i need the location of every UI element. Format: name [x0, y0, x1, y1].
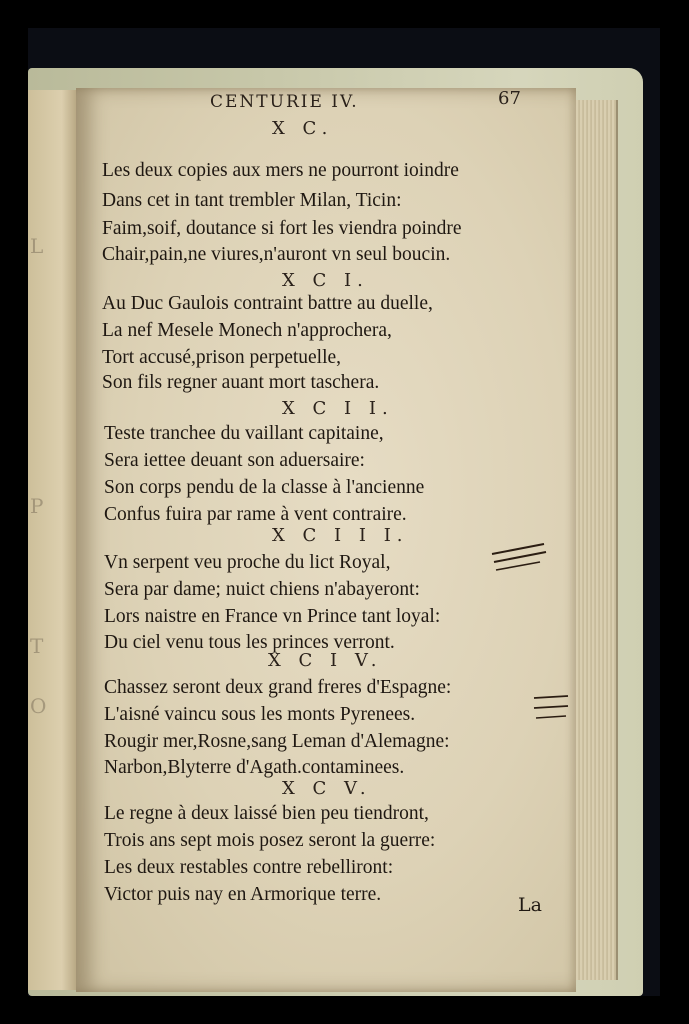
verse-line: Trois ans sept mois posez seront la guerre: [104, 830, 436, 851]
verse-line: Sera iettee deuant son aduersaire: [104, 450, 365, 471]
facing-page-edge: L P T O [28, 90, 78, 990]
quatrain-number: X C V. [282, 778, 372, 799]
running-head: CENTURIE IV. [210, 92, 359, 112]
verse-line: Faim,soif, doutance si fort les viendra poindre [102, 218, 462, 239]
verse-line: Le regne à deux laissé bien peu tiendront, [104, 803, 429, 824]
verse-line: Son fils regner auant mort taschera. [102, 372, 380, 393]
page-number: 67 [498, 88, 521, 109]
verse-line: Dans cet in tant trembler Milan, Ticin: [102, 190, 402, 211]
verse-line: Rougir mer,Rosne,sang Leman d'Alemagne: [104, 731, 450, 752]
marginal-pen-mark [490, 540, 550, 580]
verse-line: Son corps pendu de la classe à l'ancienne [104, 477, 425, 498]
quatrain-number: X C I I I. [272, 525, 409, 546]
quatrain-number: X C. [272, 118, 334, 139]
verse-line: Confus fuira par rame à vent contraire. [104, 504, 407, 525]
verse-line: Teste tranchee du vaillant capitaine, [104, 423, 384, 444]
verse-line: Les deux restables contre rebelliront: [104, 857, 394, 878]
verse-line: Tort accusé,prison perpetuelle, [102, 347, 342, 368]
verse-line: L'aisné vaincu sous les monts Pyrenees. [104, 704, 416, 725]
verse-line: Lors naistre en France vn Prince tant loyal: [104, 606, 441, 627]
page-fore-edge [576, 100, 618, 980]
quatrain-number: X C I. [282, 270, 369, 291]
verse-line: Chassez seront deux grand freres d'Espagne: [104, 677, 452, 698]
verse-line: La nef Mesele Monech n'approchera, [102, 320, 392, 341]
quatrain-number: X C I V. [268, 650, 383, 671]
verse-line: Vn serpent veu proche du lict Royal, [104, 552, 391, 573]
verse-line: Au Duc Gaulois contraint battre au duelle, [102, 293, 433, 314]
verse-line: Narbon,Blyterre d'Agath.contaminees. [104, 757, 405, 778]
verse-line: Les deux copies aux mers ne pourront ioindre [102, 160, 459, 181]
verse-line: Chair,pain,ne viures,n'auront vn seul boucin. [102, 244, 451, 265]
verse-line: Victor puis nay en Armorique terre. [104, 884, 382, 905]
quatrain-number: X C I I. [282, 398, 394, 419]
verse-line: Sera par dame; nuict chiens n'abayeront: [104, 579, 420, 600]
catchword: La [518, 894, 542, 916]
marginal-pen-mark [532, 690, 572, 730]
verse-line: Du ciel venu tous les princes verront. [104, 632, 395, 653]
